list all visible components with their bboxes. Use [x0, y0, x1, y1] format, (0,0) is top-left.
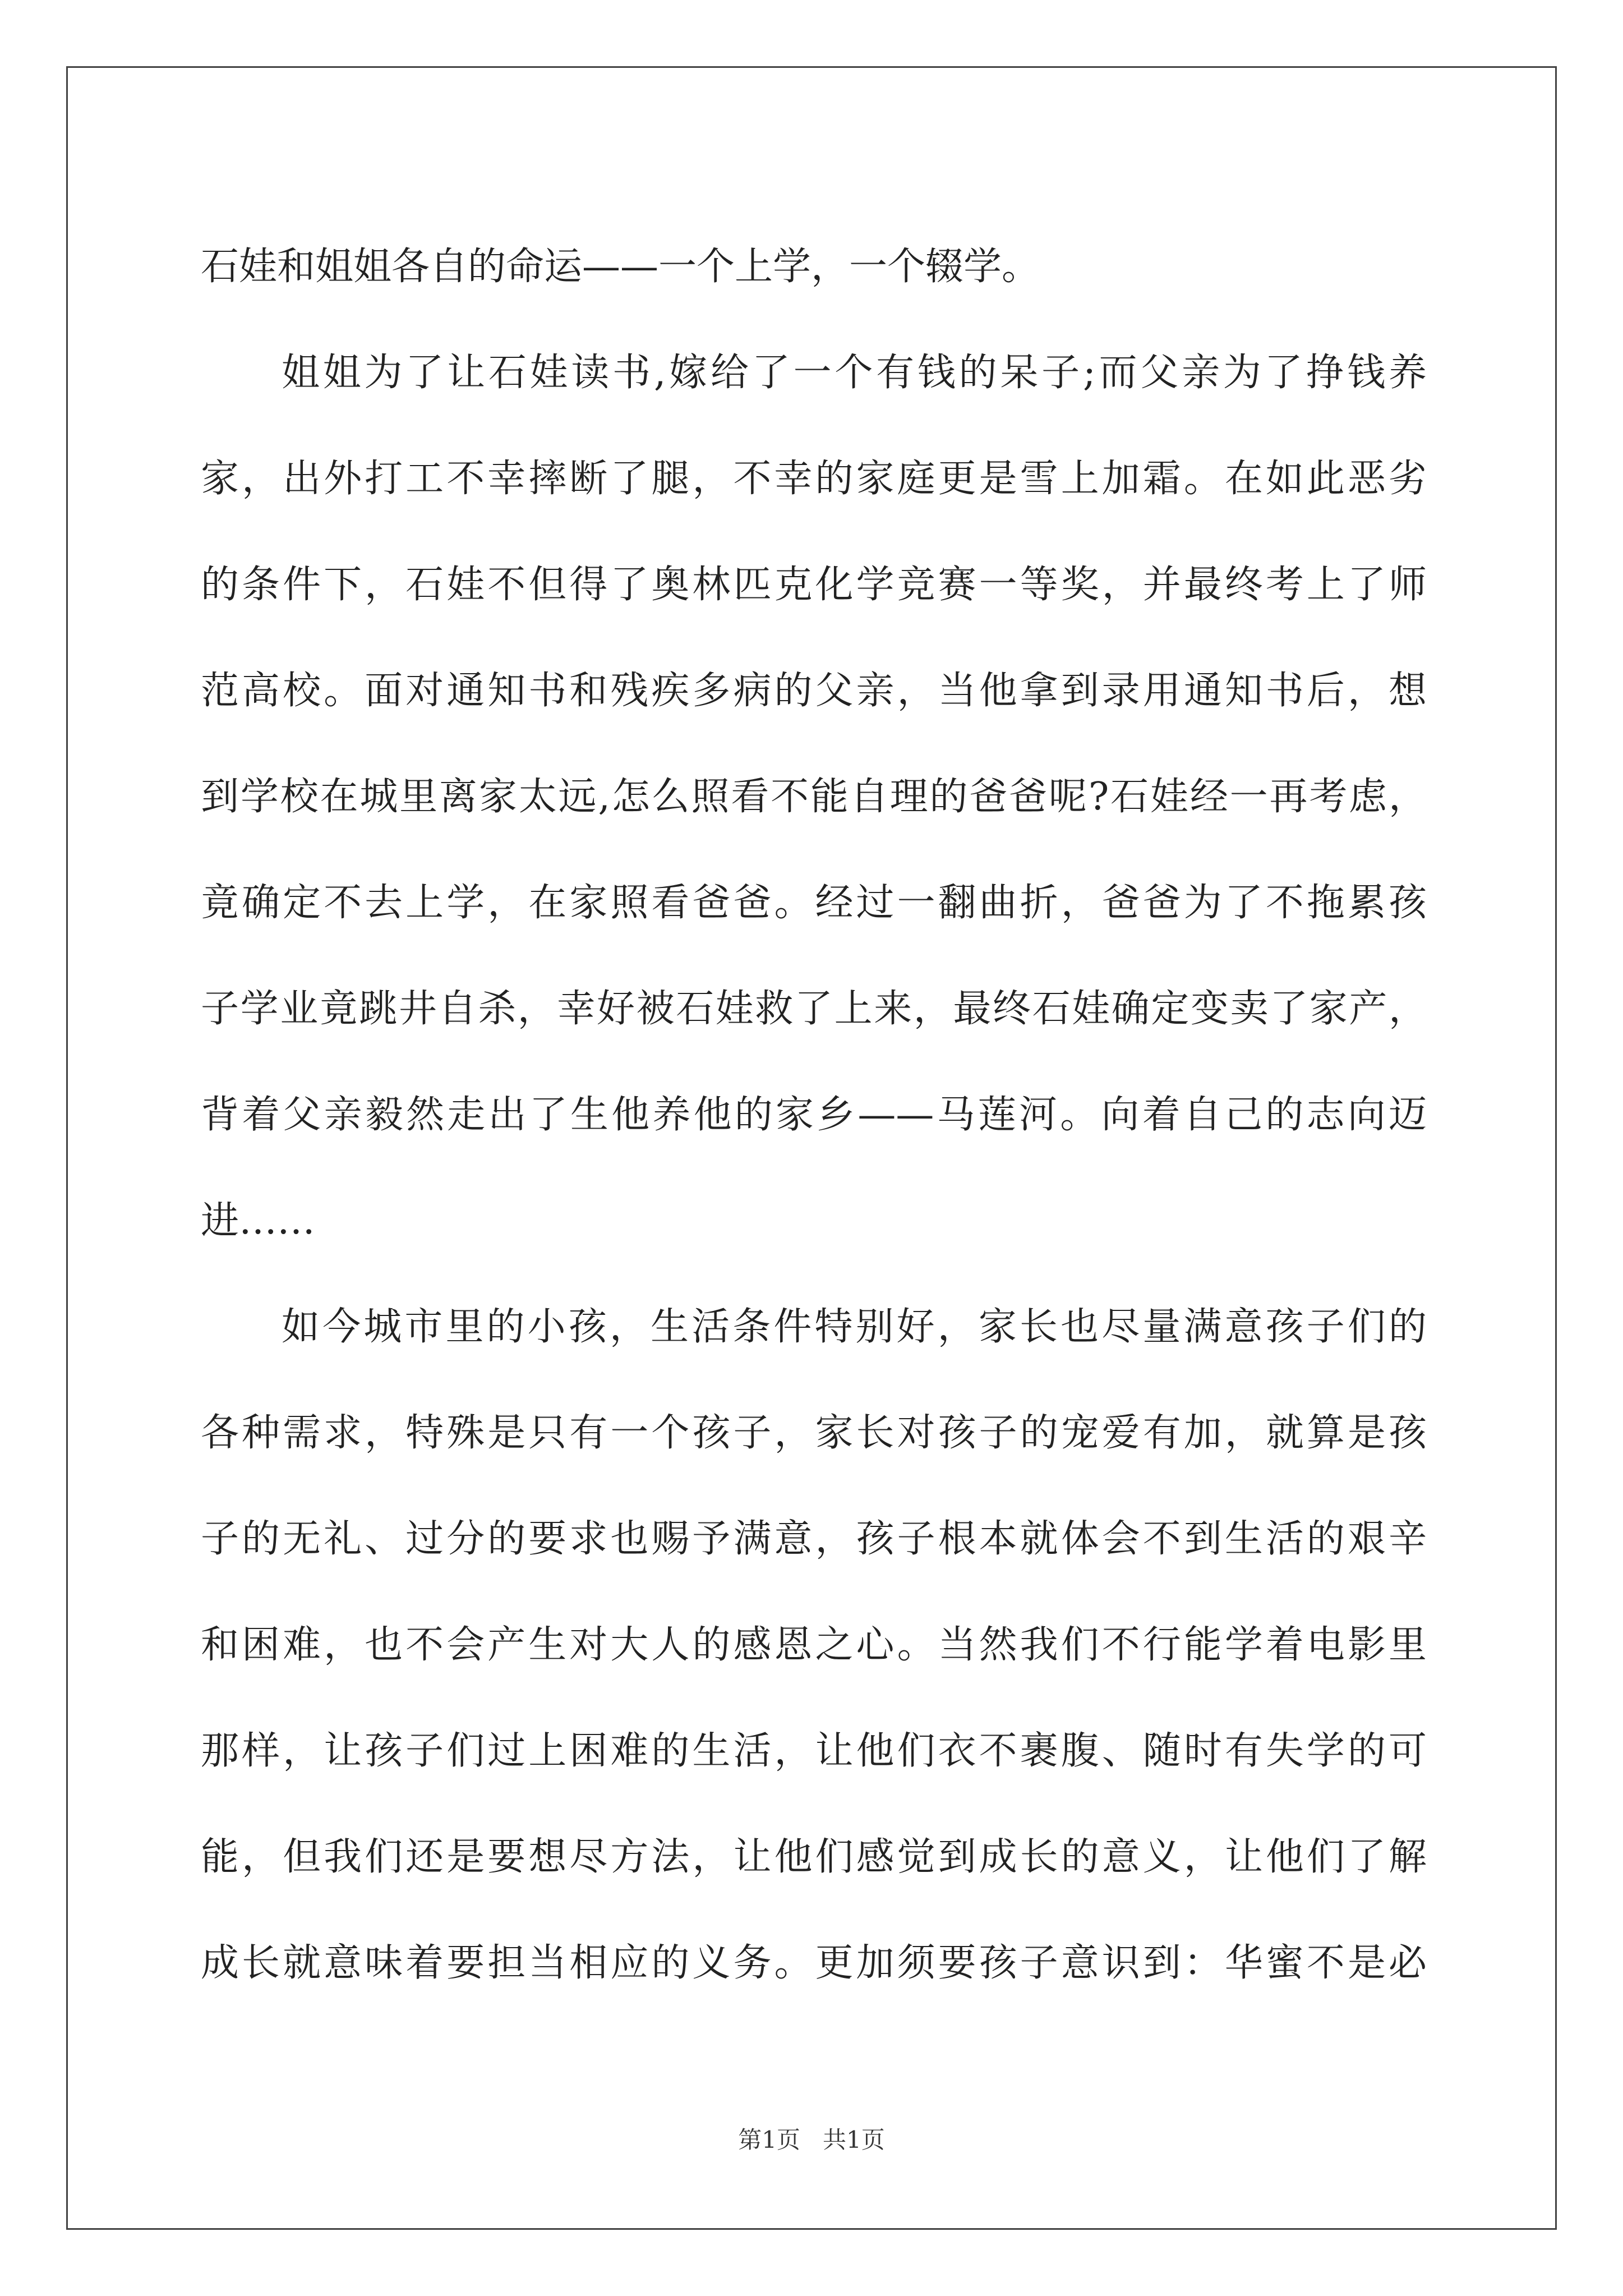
text-line: 进……	[201, 1199, 316, 1243]
text-line: 能，但我们还是要想尽方法，让他们感觉到成长的意义，让他们了解	[201, 1835, 1427, 1879]
text-line: 的条件下，石娃不但得了奥林匹克化学竞赛一等奖，并最终考上了师	[201, 563, 1427, 607]
text-line: 范高校。面对通知书和残疾多病的父亲，当他拿到录用通知书后，想	[201, 669, 1427, 713]
text-line: 子学业竟跳井自杀，幸好被石娃救了上来，最终石娃确定变卖了家产，	[201, 987, 1427, 1031]
text-line: 和困难，也不会产生对大人的感恩之心。当然我们不行能学着电影里	[201, 1623, 1427, 1667]
page-number: 第1页 共1页	[738, 2126, 885, 2154]
text-line: 那样，让孩子们过上困难的生活，让他们衣不裹腹、随时有失学的可	[201, 1729, 1427, 1773]
text-line: 竟确定不去上学，在家照看爸爸。经过一翻曲折，爸爸为了不拖累孩	[201, 881, 1427, 925]
text-line: 如今城市里的小孩，生活条件特别好，家长也尽量满意孩子们的	[282, 1305, 1427, 1349]
text-line: 到学校在城里离家太远,怎么照看不能自理的爸爸呢?石娃经一再考虑，	[201, 775, 1427, 819]
text-line: 石娃和姐姐各自的命运——一个上学，一个辍学。	[201, 245, 1040, 289]
document-body	[201, 212, 1427, 2014]
text-line: 姐姐为了让石娃读书,嫁给了一个有钱的呆子;而父亲为了挣钱养	[282, 351, 1427, 395]
text-line: 家，出外打工不幸摔断了腿，不幸的家庭更是雪上加霜。在如此恶劣	[201, 457, 1427, 501]
text-line: 子的无礼、过分的要求也赐予满意，孩子根本就体会不到生活的艰辛	[201, 1517, 1427, 1561]
text-line: 背着父亲毅然走出了生他养他的家乡——马莲河。向着自己的志向迈	[201, 1093, 1427, 1137]
text-line: 成长就意味着要担当相应的义务。更加须要孩子意识到：华蜜不是必	[201, 1941, 1427, 1985]
text-line: 各种需求，特殊是只有一个孩子，家长对孩子的宠爱有加，就算是孩	[201, 1411, 1427, 1455]
